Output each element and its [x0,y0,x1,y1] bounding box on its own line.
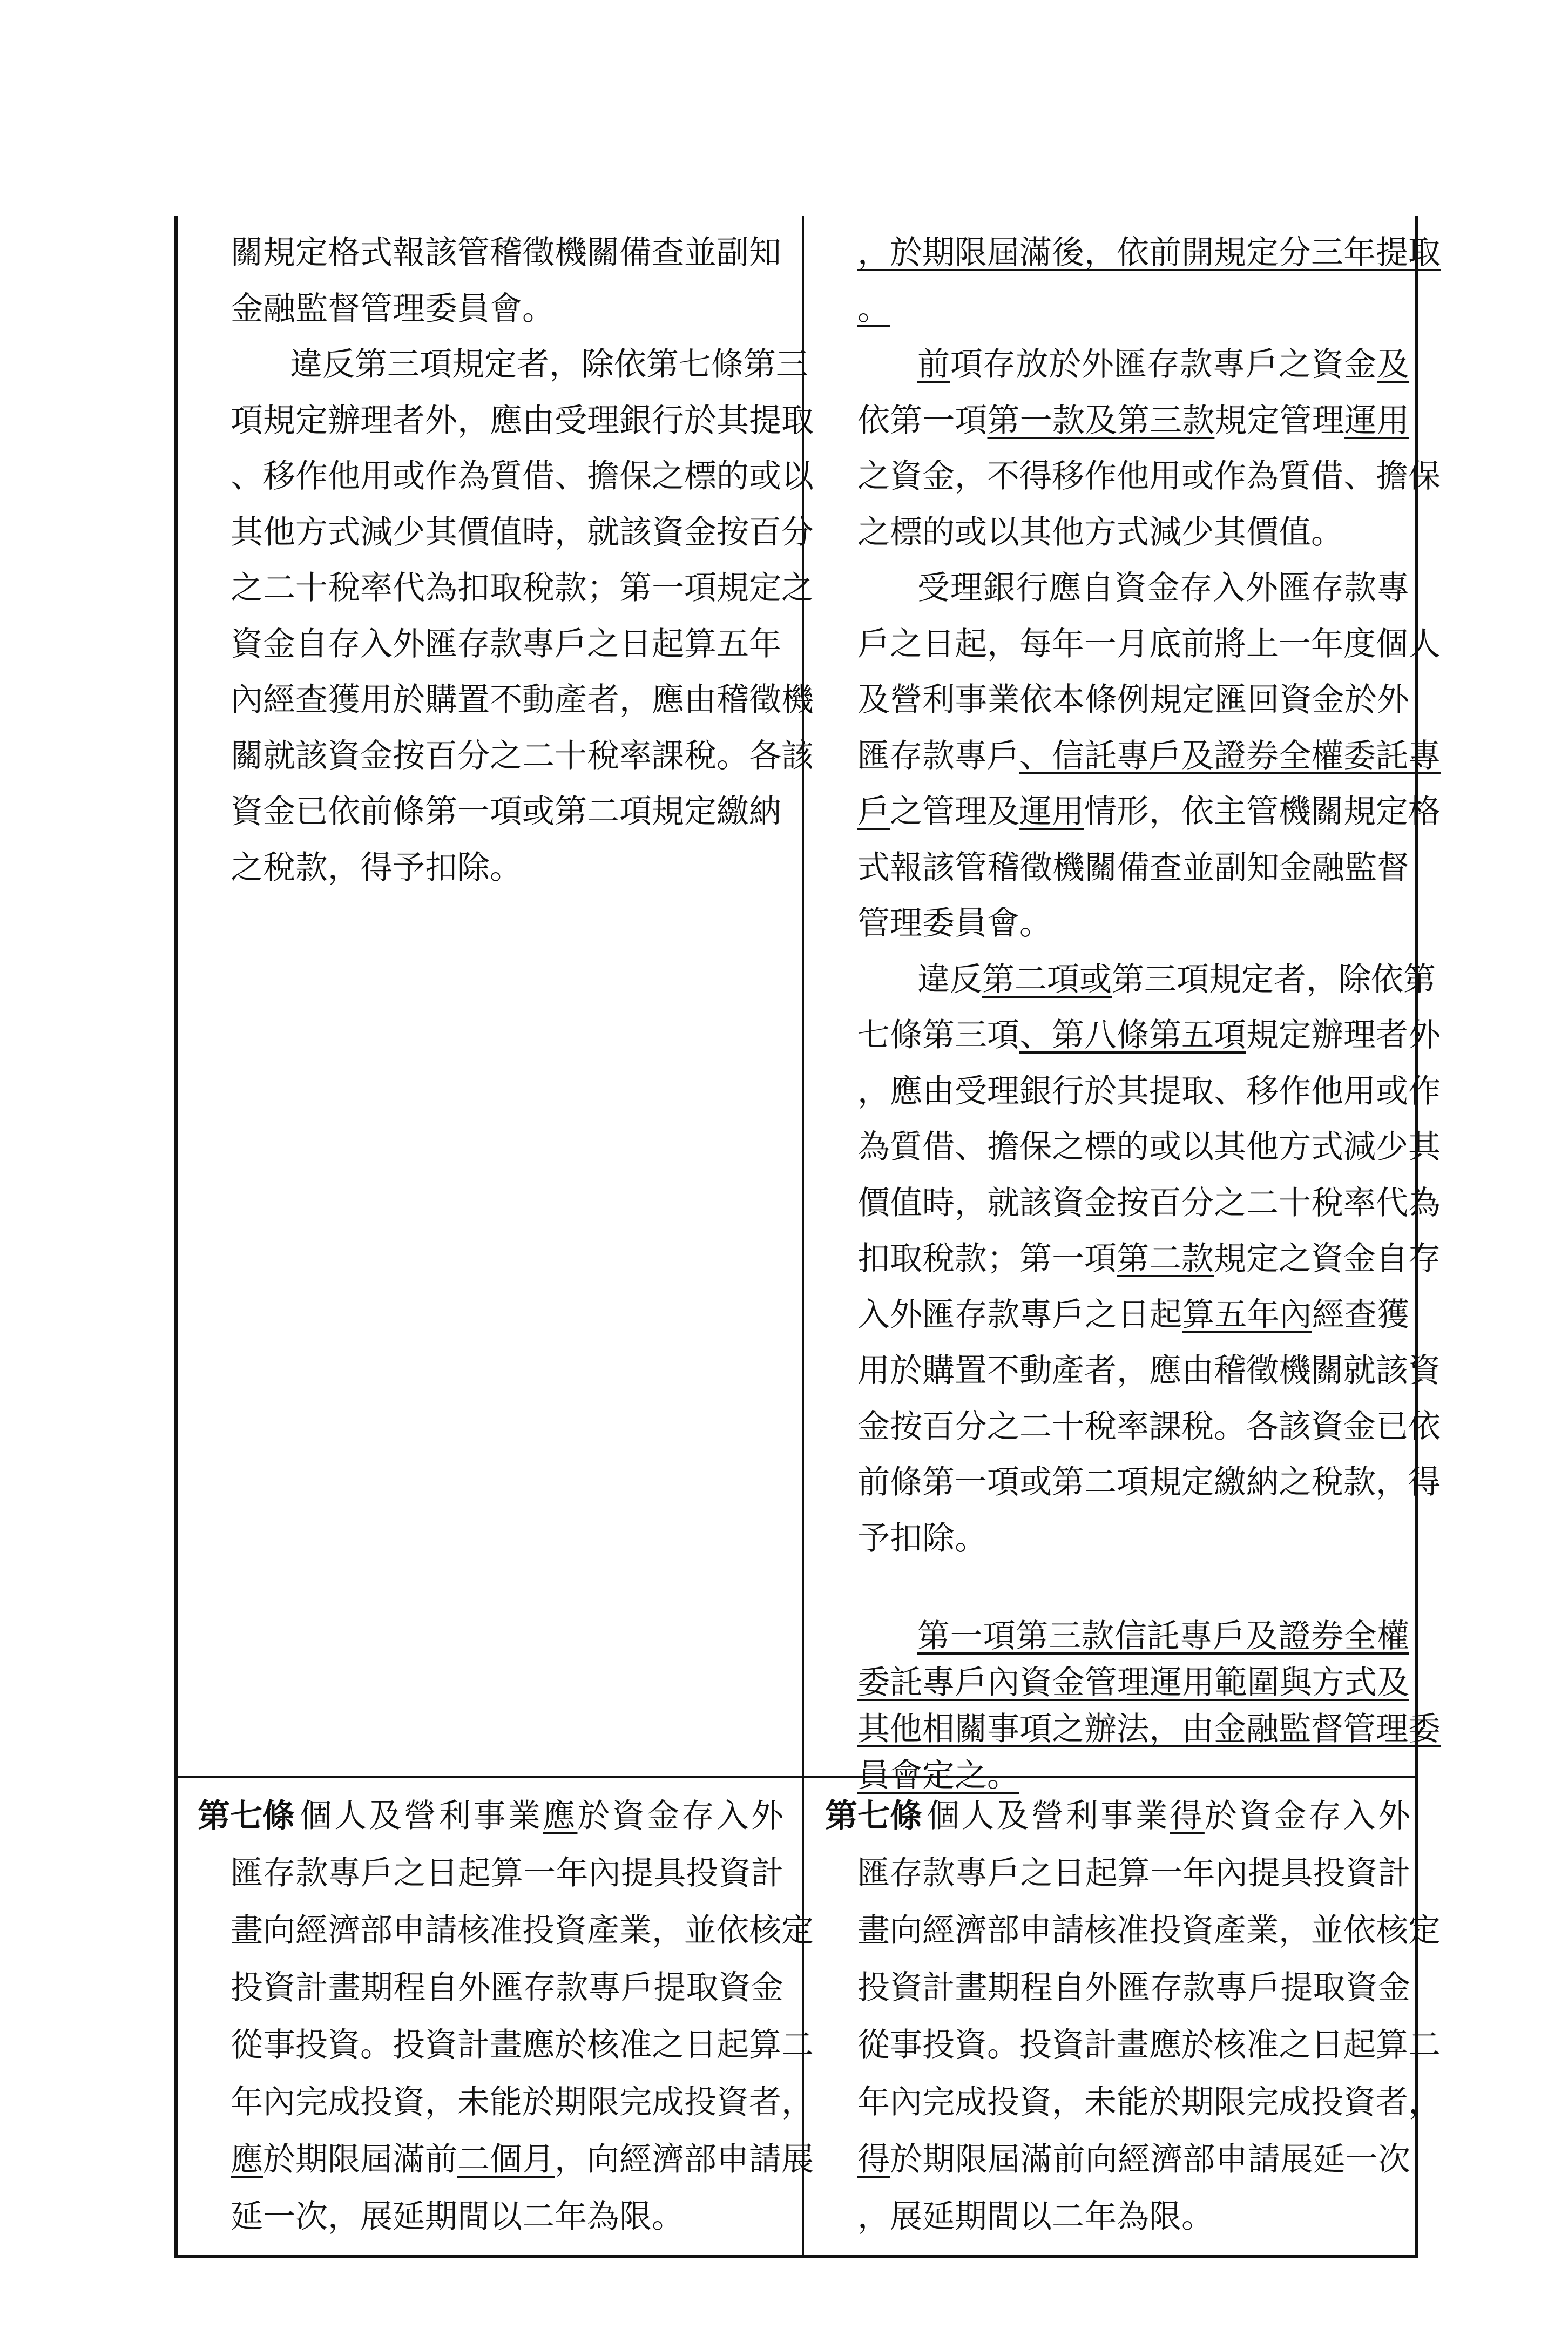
text-line [231,285,781,333]
text-segment: 式報該管稽徵機關備查並副知金融監督 [857,848,1409,887]
text-segment: 於資金存入外 [577,1797,784,1835]
text-segment: 管理委員會。 [857,905,1052,942]
text-segment: 為質借、擔保之標的或以其他方式減少其 [857,1128,1441,1166]
text-segment: 畫向經濟部申請核准投資產業，並依核定 [231,1912,814,1949]
amended-text: 應 [543,1797,578,1835]
text-segment: 規定辦理者外 [1246,1016,1441,1054]
text-segment: 關就該資金按百分之二十稅率課稅。各該 [231,737,814,775]
text-line [857,787,1441,836]
text-segment: 匯存款專戶之日起算一年內提具投資計 [231,1854,783,1892]
text-segment: 七條第三項 [857,1016,1019,1054]
text-line [231,843,781,892]
text-line [857,396,1409,445]
text-line [231,787,781,836]
text-segment: 於期限屆滿前向經濟部申請展延一次 [890,2141,1410,2178]
text-line [231,1906,814,1955]
table-bottom-border [174,2255,1418,2258]
text-line [857,285,1409,333]
text-segment: 、移作他用或作為質借、擔保之標的或以 [231,457,814,495]
text-line [231,228,781,277]
text-line [857,620,1441,669]
text-segment: 之稅款，得予扣除。 [231,848,522,887]
text-segment: 戶之日起，每年一月底前將上一年度個人 [857,625,1441,663]
text-segment: 資金已依前條第一項或第二項規定繳納 [231,793,781,831]
text-line [231,396,814,445]
text-line [917,955,1436,1004]
text-line [857,676,1409,724]
amended-text: 、第八條第五項 [1019,1016,1246,1054]
text-line [290,340,808,389]
text-line [917,340,1409,389]
text-line [857,843,1409,892]
article-heading: 第七條 [825,1797,922,1835]
text-line [231,508,814,557]
text-line [857,508,1409,557]
text-line [857,228,1441,277]
text-line [231,2192,783,2241]
text-line [857,1658,1409,1707]
text-segment: 受理銀行應自資金存入外匯存款專 [917,569,1409,607]
text-line [857,452,1441,501]
text-segment: 畫向經濟部申請核准投資產業，並依核定 [857,1912,1441,1949]
text-segment: ，展延期間以二年為限。 [857,2198,1214,2236]
text-line [857,1705,1441,1753]
text-segment: 於資金存入外 [1204,1797,1411,1835]
amended-text: 應 [231,2141,263,2178]
text-line [857,1849,1410,1898]
text-segment: 扣取稅款；第一項 [857,1240,1117,1278]
text-segment: 用於購置不動產者，應由稽徵機關就該資 [857,1352,1441,1389]
amended-text: 運用 [1344,401,1409,440]
text-segment: 之二十稅率代為扣取稅款；第一項規定之 [231,569,814,607]
text-segment: 從事投資。投資計畫應於核准之日起算二 [857,2026,1441,2064]
text-segment: 價值時，就該資金按百分之二十稅率代為 [857,1184,1441,1222]
article-heading: 第七條 [198,1797,295,1835]
text-line [857,2192,1410,2241]
amended-text: 委託專戶內資金管理運用範圍與方式及 [857,1664,1409,1702]
text-segment: 項存放於外匯存款專戶之資金 [950,346,1377,383]
text-line [857,2135,1410,2184]
text-segment: 之管理及 [890,793,1019,831]
amended-text: 得 [857,2141,890,2178]
amended-text: ，於期限屆滿後，依前開規定分三年提取 [857,234,1441,272]
text-segment: 資金自存入外匯存款專戶之日起算五年 [231,625,781,663]
text-segment: ，應由受理銀行於其提取、移作他用或作 [857,1072,1441,1110]
text-segment: 項規定辦理者外，應由受理銀行於其提取 [231,401,814,440]
amended-text: 第二款 [1117,1240,1214,1278]
text-segment: 之資金，不得移作他用或作為質借、擔保 [857,457,1441,495]
text-line [857,1906,1441,1955]
text-segment: 之標的或以其他方式減少其價值。 [857,513,1343,551]
text-segment: 個人及營利事業 [300,1797,543,1835]
amended-text: 得 [1170,1797,1205,1835]
text-segment: 前條第一項或第二項規定繳納之稅款，得 [857,1463,1441,1501]
amended-text: 前 [917,346,950,383]
text-line [231,2021,814,2069]
amended-text: 及 [1377,346,1410,383]
amended-text: 第一款及第三款 [987,401,1215,440]
text-segment: 個人及營利事業 [927,1797,1170,1835]
text-line [857,899,1409,948]
text-segment: 依第一項 [857,401,988,440]
text-segment: ，向經濟部申請展 [555,2141,814,2178]
text-segment: 第三項規定者，除依第 [1112,960,1436,998]
text-line [857,1346,1441,1395]
text-line [231,732,814,780]
text-line [857,1963,1410,2012]
text-line [917,564,1409,612]
text-segment: 投資計畫期程自外匯存款專戶提取資金 [231,1969,783,2007]
text-line [857,1402,1441,1451]
text-line [857,1123,1441,1171]
text-line [300,1792,783,1840]
amended-text: 算五年內 [1182,1295,1312,1334]
text-line [857,1011,1441,1059]
text-segment: 匯存款專戶之日起算一年內提具投資計 [857,1854,1410,1892]
amended-text: 戶 [857,793,890,831]
text-segment: 及營利事業依本條例規定匯回資金於外 [857,681,1409,719]
amended-text: 、信託專戶及證券全權委託專 [1019,737,1441,775]
text-line [231,2078,814,2127]
table-left-border [174,216,178,2258]
text-line [231,676,814,724]
text-segment: 入外匯存款專戶之日起 [857,1295,1182,1334]
text-line [231,620,781,669]
text-line [857,732,1441,780]
text-line [231,2135,814,2184]
text-line [857,1514,1409,1563]
amended-text: 員會定之。 [857,1757,1019,1794]
table-right-border [1415,216,1418,2258]
text-segment: 延一次，展延期間以二年為限。 [231,2198,684,2236]
text-segment: 情形，依主管機關規定格 [1084,793,1441,831]
text-segment: 從事投資。投資計畫應於核准之日起算二 [231,2026,814,2064]
text-line [857,1291,1409,1339]
text-segment: 違反 [917,960,982,998]
text-line [857,1234,1441,1283]
text-segment: 其他方式減少其價值時，就該資金按百分 [231,513,814,551]
text-segment: 金按百分之二十稅率課稅。各該資金已依 [857,1407,1441,1446]
text-segment: 年內完成投資，未能於期限完成投資者， [857,2083,1441,2121]
amended-text: 第一項第三款信託專戶及證券全權 [917,1617,1409,1655]
text-segment: 予扣除。 [857,1519,987,1557]
text-segment: 金融監督管理委員會。 [231,289,555,328]
text-segment: 投資計畫期程自外匯存款專戶提取資金 [857,1969,1410,2007]
text-line [231,452,814,501]
text-line [857,1458,1441,1507]
text-line [857,1179,1441,1227]
text-line [231,1849,783,1898]
text-segment: 內經查獲用於購置不動產者，應由稽徵機 [231,681,814,719]
text-segment: 關規定格式報該管稽徵機關備查並副知 [231,234,781,272]
amended-text: 第二項或 [982,960,1112,998]
text-line [231,564,814,612]
text-line [917,1612,1409,1661]
amended-text: 其他相關事項之辦法，由金融監督管理委 [857,1710,1441,1748]
text-segment: 年內完成投資，未能於期限完成投資者， [231,2083,814,2121]
text-segment: 規定管理 [1214,401,1344,440]
text-segment: 經查獲 [1312,1295,1409,1334]
text-segment: 於期限屆滿前 [263,2141,457,2178]
text-segment: 匯存款專戶 [857,737,1019,775]
text-line [231,1963,783,2012]
amended-text: 二個月 [457,2141,555,2178]
text-line [927,1792,1410,1840]
amended-text: 。 [857,289,890,328]
amended-text: 運用 [1019,793,1084,831]
text-line [857,2021,1441,2069]
text-line [857,1067,1441,1116]
text-segment: 規定之資金自存 [1214,1240,1441,1278]
text-line [857,2078,1441,2127]
text-segment: 違反第三項規定者，除依第七條第三 [290,346,808,383]
